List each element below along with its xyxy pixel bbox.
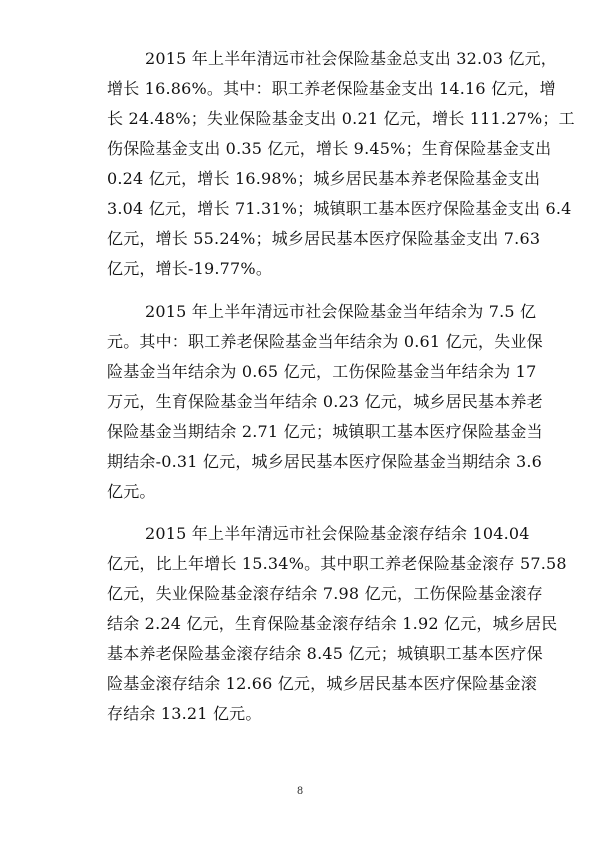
paragraph-line: 险基金滚存结余 12.66 亿元，城乡居民基本医疗保险基金滚: [107, 674, 537, 693]
paragraph-line: 2015 年上半年清远市社会保险基金总支出 32.03 亿元，: [145, 49, 557, 68]
paragraph-line: 结余 2.24 亿元，生育保险基金滚存结余 1.92 亿元，城乡居民: [107, 614, 558, 633]
paragraph-line: 2015 年上半年清远市社会保险基金滚存结余 104.04: [145, 524, 530, 543]
paragraph-line: 保险基金当期结余 2.71 亿元；城镇职工基本医疗保险基金当: [107, 422, 543, 441]
paragraph-line: 亿元，增长-19.77%。: [107, 259, 273, 278]
page-number: 8: [296, 786, 304, 797]
paragraph-line: 伤保险基金支出 0.35 亿元，增长 9.45%；生育保险基金支出: [107, 139, 552, 158]
paragraph-line: 亿元。: [107, 482, 156, 501]
paragraph-line: 亿元，增长 55.24%；城乡居民基本医疗保险基金支出 7.63: [107, 229, 541, 248]
paragraph-line: 3.04 亿元，增长 71.31%；城镇职工基本医疗保险基金支出 6.4: [107, 199, 572, 218]
paragraph-line: 存结余 13.21 亿元。: [107, 704, 262, 723]
paragraph-line: 0.24 亿元，增长 16.98%；城乡居民基本养老保险基金支出: [107, 169, 541, 188]
paragraph-line: 基本养老保险基金滚存结余 8.45 亿元；城镇职工基本医疗保: [107, 644, 543, 663]
paragraph-line: 亿元，失业保险基金滚存结余 7.98 亿元，工伤保险基金滚存: [107, 584, 543, 603]
paragraph-line: 亿元，比上年增长 15.34%。其中职工养老保险基金滚存 57.58: [107, 554, 567, 573]
paragraph-line: 长 24.48%；失业保险基金支出 0.21 亿元，增长 111.27%；工: [107, 109, 575, 128]
paragraph-line: 万元，生育保险基金当年结余 0.23 亿元，城乡居民基本养老: [107, 392, 543, 411]
paragraph-line: 期结余-0.31 亿元，城乡居民基本医疗保险基金当期结余 3.6: [107, 452, 543, 471]
paragraph-line: 元。其中：职工养老保险基金当年结余为 0.61 亿元，失业保: [107, 332, 543, 351]
paragraph-line: 2015 年上半年清远市社会保险基金当年结余为 7.5 亿: [145, 302, 537, 321]
paragraph-line: 险基金当年结余为 0.65 亿元，工伤保险基金当年结余为 17: [107, 362, 537, 381]
paragraph-line: 增长 16.86%。其中：职工养老保险基金支出 14.16 亿元，增: [107, 79, 556, 98]
